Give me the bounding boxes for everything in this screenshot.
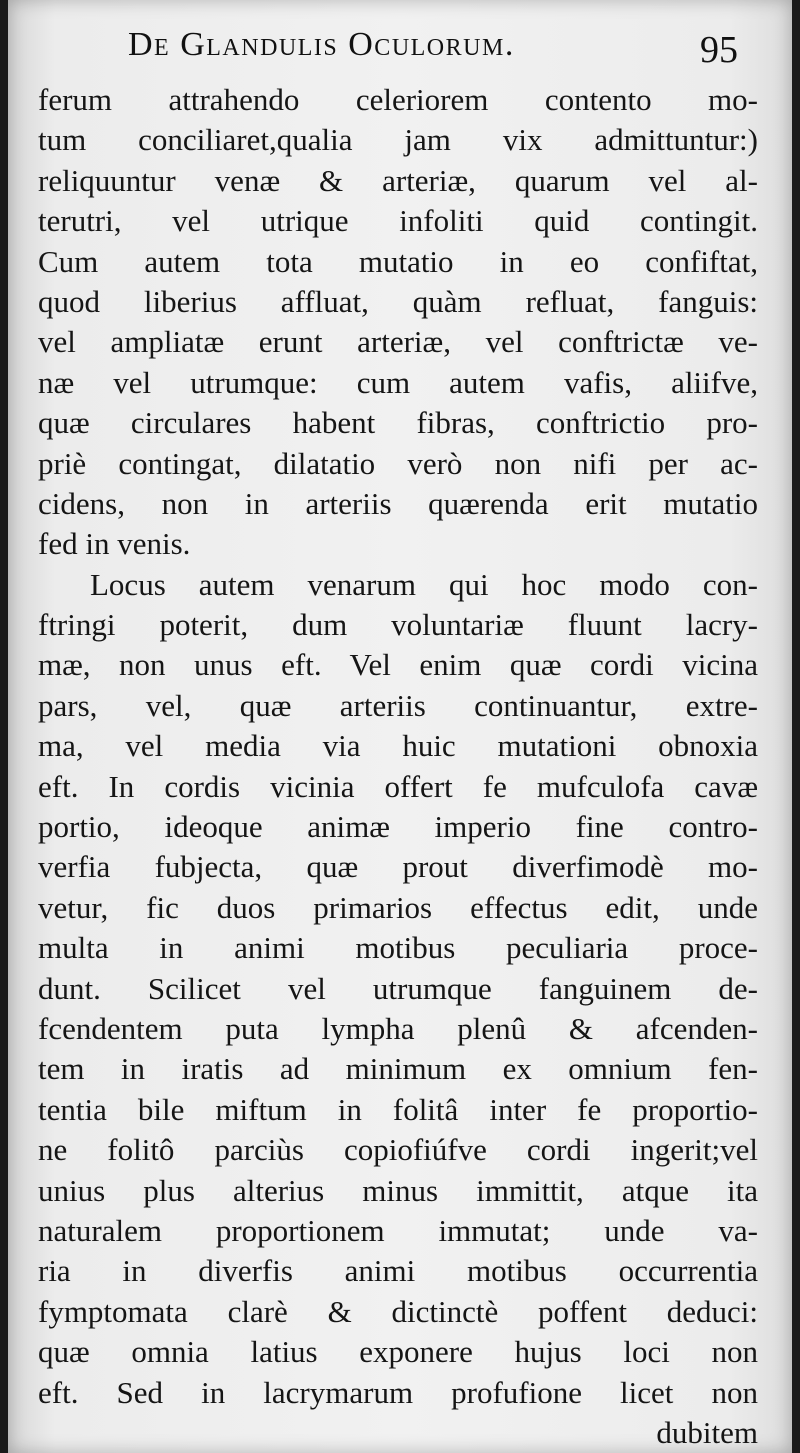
catchword: dubitem: [656, 1414, 758, 1450]
text-line: ferum attrahendo celeriorem contento mo-: [38, 82, 758, 117]
text-line: cidens, non in arteriis quærenda erit mutatio: [38, 485, 758, 521]
page-number: 95: [700, 29, 738, 71]
text-line: reliquuntur venæ & arteriæ, quarum vel al-: [38, 162, 758, 198]
text-line: ma, vel media via huic mutationi obnoxia: [38, 728, 758, 764]
text-line: quæ circulares habent fibras, conftrictio pro-: [38, 405, 758, 441]
text-line: eft. Sed in lacrymarum profufione licet non: [38, 1374, 758, 1410]
text-line: næ vel utrumque: cum autem vafis, aliifve,: [38, 364, 758, 400]
text-line: naturalem proportionem immutat; unde va-: [38, 1212, 758, 1248]
text-line: pars, vel, quæ arteriis continuantur, extre-: [38, 687, 758, 723]
text-line: ftringi poterit, dum voluntariæ fluunt lacry-: [38, 607, 758, 643]
text-line: ne folitô parciùs copiofiúfve cordi ingerit;vel: [38, 1132, 758, 1168]
text-line: vetur, fic duos primarios effectus edit, unde: [38, 889, 758, 925]
text-line: priè contingat, dilatatio verò non nifi per ac-: [38, 445, 758, 481]
text-line: tentia bile miftum in folitâ inter fe proportio-: [38, 1091, 758, 1127]
text-line: vel ampliatæ erunt arteriæ, vel conftrictæ ve-: [38, 324, 758, 360]
text-line: fymptomata clarè & dictinctè poffent deduci:: [38, 1293, 758, 1329]
text-line: portio, ideoque animæ imperio fine contro-: [38, 809, 758, 845]
text-line: terutri, vel utrique infoliti quid contingit.: [38, 203, 758, 239]
text-line: verfia fubjecta, quæ prout diverfimodè mo-: [38, 849, 758, 885]
text-line: eft. In cordis vicinia offert fe mufculofa cavæ: [38, 768, 758, 804]
text-line: mæ, non unus eft. Vel enim quæ cordi vicina: [38, 647, 758, 683]
paragraph-2: [38, 565, 758, 1453]
text-line: quod liberius affluat, quàm refluat, fanguis:: [38, 283, 758, 319]
text-line: unius plus alterius minus immittit, atque ita: [38, 1172, 758, 1208]
page-header: [8, 18, 792, 78]
text-line: fed in venis.: [38, 526, 191, 562]
body-text: [38, 80, 758, 1453]
text-line: ria in diverfis animi motibus occurrentia: [38, 1253, 758, 1289]
book-page: [8, 0, 792, 1453]
text-line: Cum autem tota mutatio in eo confiftat,: [38, 243, 758, 279]
text-line: quæ omnia latius exponere hujus loci non: [38, 1334, 758, 1370]
text-line: dunt. Scilicet vel utrumque fanguinem de-: [38, 970, 758, 1006]
running-title: De Glandulis Oculorum.: [128, 26, 515, 63]
text-line: tem in iratis ad minimum ex omnium fen-: [38, 1051, 758, 1087]
text-line: tum conciliaret,qualia jam vix admittuntur:): [38, 122, 758, 158]
text-line: fcendentem puta lympha plenû & afcenden-: [38, 1010, 758, 1046]
paragraph-1: [38, 80, 758, 565]
text-line: multa in animi motibus peculiaria proce-: [38, 930, 758, 966]
text-line: Locus autem venarum qui hoc modo con-: [90, 566, 758, 602]
